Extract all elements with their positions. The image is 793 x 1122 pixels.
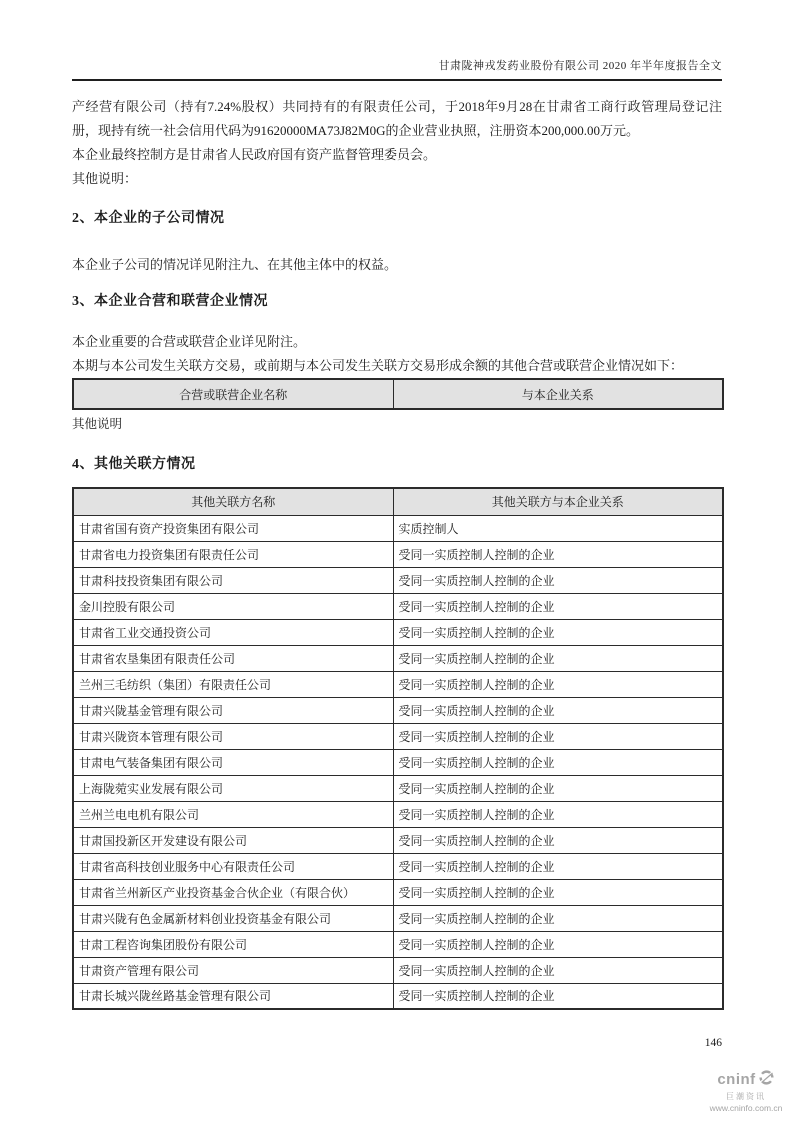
related-party-table-body [73,515,723,1009]
cell-related-party-name: 甘肃省国有资产投资集团有限公司 [73,515,393,541]
cell-relation: 受同一实质控制人控制的企业 [393,905,723,931]
cell-related-party-name: 甘肃工程咨询集团股份有限公司 [73,931,393,957]
cell-relation: 受同一实质控制人控制的企业 [393,775,723,801]
cell-related-party-name: 甘肃省兰州新区产业投资基金合伙企业（有限合伙） [73,879,393,905]
table-row [73,697,723,723]
cninfo-chinese-name: 巨潮资讯 [726,1092,766,1101]
section2-heading: 2、本企业的子公司情况 [72,211,225,226]
cell-related-party-name: 甘肃科技投资集团有限公司 [73,567,393,593]
cell-relation: 受同一实质控制人控制的企业 [393,983,723,1009]
table-row [73,645,723,671]
cell-relation: 受同一实质控制人控制的企业 [393,593,723,619]
table-header-cell-name: 其他关联方名称 [73,488,393,515]
table-row [73,515,723,541]
section3-body-1: 本企业重要的合营或联营企业详见附注。 [72,334,307,349]
cell-related-party-name: 甘肃省高科技创业服务中心有限责任公司 [73,853,393,879]
table-header-cell-name: 合营或联营企业名称 [73,379,393,409]
page-header-title: 甘肃陇神戎发药业股份有限公司 2020 年半年度报告全文 [438,60,722,72]
cell-relation: 受同一实质控制人控制的企业 [393,619,723,645]
cell-related-party-name: 甘肃兴陇资本管理有限公司 [73,723,393,749]
cell-relation: 受同一实质控制人控制的企业 [393,645,723,671]
table-header-cell-relation: 其他关联方与本企业关系 [393,488,723,515]
intro-paragraph-2: 本企业最终控制方是甘肃省人民政府国有资产监督管理委员会。 [72,147,437,162]
cell-related-party-name: 兰州三毛纺织（集团）有限责任公司 [73,671,393,697]
related-party-table [72,487,724,1010]
section3-note: 其他说明 [72,417,123,431]
cninfo-swirl-icon [758,1069,775,1091]
cell-related-party-name: 兰州兰电电机有限公司 [73,801,393,827]
table-row [73,619,723,645]
cell-related-party-name: 甘肃长城兴陇丝路基金管理有限公司 [73,983,393,1009]
section3-heading: 3、本企业合营和联营企业情况 [72,294,268,309]
cell-relation: 受同一实质控制人控制的企业 [393,749,723,775]
cell-relation: 受同一实质控制人控制的企业 [393,827,723,853]
cell-related-party-name: 甘肃省工业交通投资公司 [73,619,393,645]
intro-paragraph-1: 产经营有限公司（持有7.24%股权）共同持有的有限责任公司，于2018年9月28在甘肃省工商行政管理局登记注册，现持有统一社会信用代码为91620000MA73J82M0G的企业营业执照，注册资本200,000.00万元。 [72,99,722,138]
joint-venture-table [72,378,724,410]
cell-relation: 受同一实质控制人控制的企业 [393,853,723,879]
cell-related-party-name: 甘肃兴陇基金管理有限公司 [73,697,393,723]
page-header [72,0,722,81]
table-row [73,775,723,801]
page-number: 146 [704,1037,722,1049]
table-header-row [73,488,723,515]
cell-relation: 受同一实质控制人控制的企业 [393,931,723,957]
table-row [73,541,723,567]
table-header-row [73,379,723,409]
cell-relation: 实质控制人 [393,515,723,541]
table-header-cell-relation: 与本企业关系 [393,379,723,409]
cninfo-brand-text: cninf [717,1071,756,1088]
table-row [73,879,723,905]
related-party-table-head [73,488,723,515]
table-row [73,957,723,983]
cell-related-party-name: 甘肃电气装备集团有限公司 [73,749,393,775]
table-row [73,801,723,827]
table-row [73,567,723,593]
cell-related-party-name: 甘肃兴陇有色金属新材料创业投资基金有限公司 [73,905,393,931]
cell-relation: 受同一实质控制人控制的企业 [393,671,723,697]
cell-related-party-name: 甘肃资产管理有限公司 [73,957,393,983]
intro-paragraph-3: 其他说明： [72,171,138,186]
table-row [73,723,723,749]
table-row [73,827,723,853]
cell-related-party-name: 甘肃国投新区开发建设有限公司 [73,827,393,853]
cell-relation: 受同一实质控制人控制的企业 [393,541,723,567]
cell-related-party-name: 甘肃省电力投资集团有限责任公司 [73,541,393,567]
table-row [73,593,723,619]
cell-relation: 受同一实质控制人控制的企业 [393,723,723,749]
cell-related-party-name: 金川控股有限公司 [73,593,393,619]
cninfo-url: www.cninfo.com.cn [709,1103,783,1113]
cell-relation: 受同一实质控制人控制的企业 [393,801,723,827]
cell-relation: 受同一实质控制人控制的企业 [393,879,723,905]
section3-body-2: 本期与本公司发生关联方交易，或前期与本公司发生关联方交易形成余额的其他合营或联营企业情况如下： [72,358,684,373]
section4-heading: 4、其他关联方情况 [72,457,196,472]
cell-relation: 受同一实质控制人控制的企业 [393,697,723,723]
cninfo-logo [703,1069,789,1114]
joint-venture-table-head [73,379,723,409]
table-row [73,983,723,1009]
cell-relation: 受同一实质控制人控制的企业 [393,957,723,983]
cell-related-party-name: 甘肃省农垦集团有限责任公司 [73,645,393,671]
table-row [73,905,723,931]
table-row [73,853,723,879]
section2-body: 本企业子公司的情况详见附注九、在其他主体中的权益。 [72,257,398,272]
table-row [73,671,723,697]
cell-relation: 受同一实质控制人控制的企业 [393,567,723,593]
cninfo-logo-top [703,1069,789,1091]
table-row [73,749,723,775]
table-row [73,931,723,957]
cell-related-party-name: 上海陇菀实业发展有限公司 [73,775,393,801]
